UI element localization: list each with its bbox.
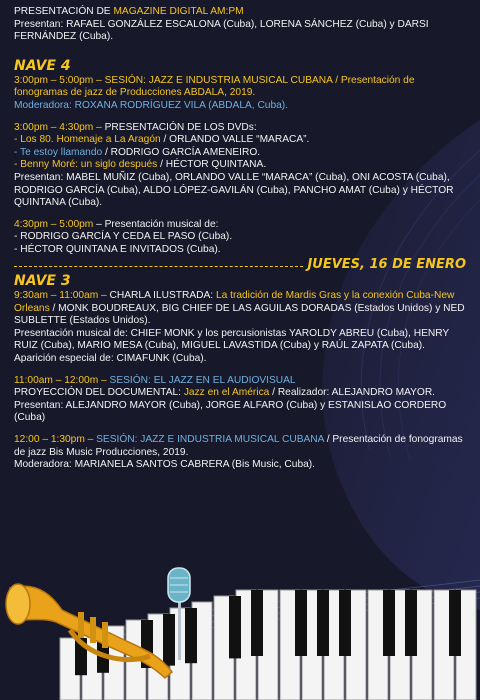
film-director: / Realizador: ALEJANDRO MAYOR. — [269, 387, 436, 399]
piano-black-key — [229, 596, 241, 658]
magazine-entry — [14, 6, 466, 19]
piano-black-key — [185, 608, 197, 663]
magazine-prefix: PRESENTACIÓN DE — [14, 6, 114, 17]
nave3-industry — [14, 434, 466, 459]
session-description: / Presentación de fonogramas de jazz Bis Music Producciones, 2019. — [14, 434, 463, 458]
performer-item: - RODRIGO GARCÍA Y CEDA EL PASO (Cuba). — [14, 231, 233, 243]
nave-4-heading: NAVE 4 — [14, 57, 71, 74]
session-time: 3:00pm – 5:00pm – — [14, 74, 105, 86]
piano-black-key — [449, 590, 461, 656]
piano-black-key — [163, 614, 175, 666]
dvd-title: - Te estoy llamando — [14, 146, 103, 158]
performer-item: - HÉCTOR QUINTANA E INVITADOS (Cuba). — [14, 243, 221, 255]
jazz-artwork — [0, 560, 480, 700]
dashed-line — [14, 266, 303, 267]
talk-topic: La tradición de Mardis Gras y la conexión Cuba-New Orleans — [14, 290, 455, 314]
session-title: SESIÓN: EL JAZZ EN EL AUDIOVISUAL — [109, 374, 296, 386]
session-moderator: Moderadora: ROXANA RODRÍGUEZ VILA (ABDALA, Cuba). — [14, 99, 289, 111]
piano-black-key — [383, 590, 395, 656]
piano-black-key — [317, 590, 329, 656]
dvd-title: - Benny Moré: un siglo después — [14, 159, 158, 171]
nave4-session-1 — [14, 75, 466, 100]
nave3-audiovisual — [14, 375, 466, 388]
nave4-session-2 — [14, 122, 466, 135]
session-title: PRESENTACIÓN DE LOS DVDs: — [104, 121, 257, 133]
dvd-item — [14, 159, 466, 172]
dvd-author: / RODRIGO GARCÍA AMENEIRO. — [102, 146, 261, 158]
session-title: CHARLA ILUSTRADA: — [109, 290, 216, 302]
nave3-talk — [14, 290, 466, 328]
session-title: SESIÓN: JAZZ E INDUSTRIA MUSICAL CUBANA / Presentación de fonogramas de jazz de Producciones ABDALA, 2019. — [14, 74, 415, 99]
session-time: 4:30pm – 5:00pm — [14, 218, 94, 230]
dvd-item — [14, 147, 466, 160]
piano-black-key — [339, 590, 351, 656]
dvd-item — [14, 134, 466, 147]
piano-black-key — [405, 590, 417, 656]
nave4-session-3 — [14, 219, 466, 232]
dvd-author: / HÉCTOR QUINTANA. — [157, 159, 267, 171]
talk-special-guest: Aparición especial de: CIMAFUNK (Cuba). — [14, 353, 207, 365]
nave-3-heading: NAVE 3 — [14, 273, 71, 290]
session-time: 11:00am – 12:00m – — [14, 374, 110, 386]
session-time: 12:00 – 1:30pm – — [14, 434, 97, 446]
projection-label: PROYECCIÓN DEL DOCUMENTAL: — [14, 387, 184, 399]
dvd-presenters: Presentan: MABEL MUÑIZ (Cuba), ORLANDO VALLE “MARACA” (Cuba), ONI ACOSTA (Cuba), RODRIGO GARCÍA (Cuba), ALDO LÓPEZ-GAVILÁN (Cuba), PANCHO AMAT (Cuba) y HÉCTOR QUINTANA (Cuba). — [14, 171, 454, 209]
program-text — [14, 6, 466, 472]
session-moderator: Moderadora: MARIANELA SANTOS CABRERA (Bis Music, Cuba). — [14, 459, 316, 471]
piano-black-key — [251, 590, 263, 656]
film-title: Jazz en el América — [183, 387, 270, 399]
dvd-title: - Los 80. Homenaje a La Aragón — [14, 134, 161, 146]
session-time: 3:00pm – 4:30pm – — [14, 121, 105, 133]
date-heading: JUEVES, 16 DE ENERO — [307, 256, 466, 272]
magazine-presenters: Presentan: RAFAEL GONZÁLEZ ESCALONA (Cuba), LORENA SÁNCHEZ (Cuba) y DARSI FERNÁNDEZ (Cuba). — [14, 18, 429, 43]
magazine-title: MAGAZINE DIGITAL AM:PM — [113, 6, 244, 17]
session-title: SESIÓN: JAZZ E INDUSTRIA MUSICAL CUBANA — [96, 434, 324, 446]
date-divider — [14, 256, 466, 272]
documentary-presenters: Presentan: ALEJANDRO MAYOR (Cuba), JORGE ALFARO (Cuba) y ESTANISLAO CORDERO (Cuba) — [14, 399, 447, 424]
session-time: 9:30am – 11:00am – — [14, 290, 110, 302]
session-title: – Presentación musical de: — [93, 218, 219, 230]
talk-speakers: / MONK BOUDREAUX, BIG CHIEF DE LAS AGUILAS DORADAS (Estados Unidos) y NED SUBLETTE (Estados Unidos). — [14, 302, 465, 327]
documentary-line — [14, 387, 466, 400]
talk-musicians: Presentación musical de: CHIEF MONK y los percusionistas YAROLDY ABREU (Cuba), HENRY RUIZ (Cuba), MARIO MESA (Cuba), MIGUEL LAVASTIDA (Cuba) y RAÚL ZAPATA (Cuba). — [14, 327, 450, 352]
dvd-author: / ORLANDO VALLE “MARACA”. — [160, 134, 310, 146]
piano-black-key — [295, 590, 307, 656]
